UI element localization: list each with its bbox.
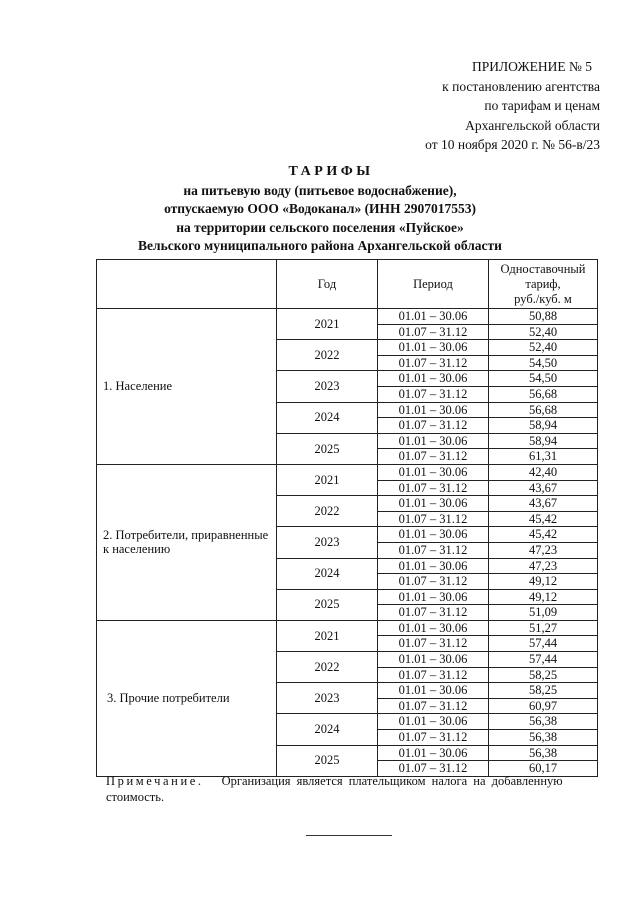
period-cell: 01.01 – 30.06 [378, 620, 489, 636]
header-year: Год [277, 260, 378, 309]
title-main: ТАРИФЫ [288, 164, 374, 179]
tariff-value-cell: 47,23 [489, 542, 598, 558]
title-line: Вельского муниципального района Архангельской области [138, 238, 502, 254]
table-row [97, 464, 598, 480]
tariff-value-cell: 58,25 [489, 667, 598, 683]
tariff-value-cell: 61,31 [489, 449, 598, 465]
appendix-line: по тарифам и ценам [484, 98, 600, 113]
period-cell: 01.01 – 30.06 [378, 589, 489, 605]
period-cell: 01.07 – 31.12 [378, 386, 489, 402]
note-text: Организация является плательщиком налога на добавленную стоимость. [106, 774, 563, 804]
tariff-value-cell: 60,97 [489, 698, 598, 714]
tariff-value-cell: 54,50 [489, 371, 598, 387]
period-cell: 01.07 – 31.12 [378, 730, 489, 746]
period-cell: 01.01 – 30.06 [378, 745, 489, 761]
period-cell: 01.01 – 30.06 [378, 496, 489, 512]
year-cell: 2023 [277, 527, 378, 558]
year-cell: 2025 [277, 745, 378, 776]
note [106, 773, 600, 805]
year-cell: 2021 [277, 620, 378, 651]
period-cell: 01.01 – 30.06 [378, 527, 489, 543]
period-cell: 01.07 – 31.12 [378, 761, 489, 777]
tariff-value-cell: 60,17 [489, 761, 598, 777]
tariff-value-cell: 58,94 [489, 418, 598, 434]
tariff-value-cell: 57,44 [489, 652, 598, 668]
period-cell: 01.01 – 30.06 [378, 714, 489, 730]
period-cell: 01.01 – 30.06 [378, 340, 489, 356]
appendix-line: от 10 ноября 2020 г. № 56-в/23 [425, 137, 600, 152]
period-cell: 01.01 – 30.06 [378, 371, 489, 387]
period-cell: 01.07 – 31.12 [378, 418, 489, 434]
tariff-value-cell: 56,38 [489, 745, 598, 761]
tariff-value-cell: 47,23 [489, 558, 598, 574]
tariff-value-cell: 43,67 [489, 496, 598, 512]
tariff-value-cell: 56,38 [489, 714, 598, 730]
tariff-value-cell: 56,68 [489, 386, 598, 402]
year-cell: 2021 [277, 464, 378, 495]
period-cell: 01.07 – 31.12 [378, 511, 489, 527]
tariff-value-cell: 56,38 [489, 730, 598, 746]
period-cell: 01.07 – 31.12 [378, 574, 489, 590]
period-cell: 01.01 – 30.06 [378, 558, 489, 574]
category-cell: 3. Прочие потребители [97, 620, 277, 776]
year-cell: 2022 [277, 652, 378, 683]
period-cell: 01.01 – 30.06 [378, 652, 489, 668]
table-row [97, 309, 598, 325]
tariff-value-cell: 49,12 [489, 574, 598, 590]
title-line: на территории сельского поселения «Пуйское» [176, 219, 464, 235]
tariff-value-cell: 56,68 [489, 402, 598, 418]
title-line: на питьевую воду (питьевое водоснабжение), [183, 182, 457, 198]
tariff-value-cell: 49,12 [489, 589, 598, 605]
appendix-block [425, 57, 600, 155]
appendix-heading: ПРИЛОЖЕНИЕ № 5 [471, 59, 592, 74]
period-cell: 01.01 – 30.06 [378, 433, 489, 449]
tariffs-table [96, 259, 598, 777]
period-cell: 01.01 – 30.06 [378, 309, 489, 325]
year-cell: 2024 [277, 714, 378, 745]
period-cell: 01.07 – 31.12 [378, 667, 489, 683]
tariff-value-cell: 43,67 [489, 480, 598, 496]
header-category [97, 260, 277, 309]
year-cell: 2025 [277, 589, 378, 620]
header-tariff-line: Одноставочный [500, 261, 586, 276]
period-cell: 01.01 – 30.06 [378, 464, 489, 480]
tariff-value-cell: 50,88 [489, 309, 598, 325]
table-body [97, 309, 598, 777]
tariff-value-cell: 52,40 [489, 340, 598, 356]
period-cell: 01.07 – 31.12 [378, 542, 489, 558]
category-cell: 1. Население [97, 309, 277, 465]
header-tariff-line: тариф, [525, 276, 561, 291]
title-line: отпускаемую ООО «Водоканал» (ИНН 2907017553) [164, 201, 476, 217]
year-cell: 2025 [277, 433, 378, 464]
period-cell: 01.07 – 31.12 [378, 449, 489, 465]
year-cell: 2022 [277, 496, 378, 527]
table-header-row [97, 260, 598, 309]
closing-rule [306, 835, 392, 836]
tariff-value-cell: 54,50 [489, 355, 598, 371]
tariff-value-cell: 42,40 [489, 464, 598, 480]
year-cell: 2023 [277, 683, 378, 714]
table-row [97, 620, 598, 636]
period-cell: 01.07 – 31.12 [378, 355, 489, 371]
header-period: Период [378, 260, 489, 309]
year-cell: 2023 [277, 371, 378, 402]
period-cell: 01.07 – 31.12 [378, 636, 489, 652]
note-label: Примечание. [106, 774, 204, 788]
document-title [0, 163, 640, 256]
tariff-value-cell: 45,42 [489, 511, 598, 527]
tariff-value-cell: 51,27 [489, 620, 598, 636]
period-cell: 01.07 – 31.12 [378, 324, 489, 340]
tariff-value-cell: 45,42 [489, 527, 598, 543]
tariff-value-cell: 52,40 [489, 324, 598, 340]
tariff-value-cell: 57,44 [489, 636, 598, 652]
period-cell: 01.07 – 31.12 [378, 605, 489, 621]
year-cell: 2024 [277, 402, 378, 433]
tariff-value-cell: 58,25 [489, 683, 598, 699]
year-cell: 2022 [277, 340, 378, 371]
category-cell: 2. Потребители, приравненные к населению [97, 464, 277, 620]
year-cell: 2024 [277, 558, 378, 589]
header-tariff-line: руб./куб. м [514, 291, 572, 306]
tariff-value-cell: 58,94 [489, 433, 598, 449]
period-cell: 01.01 – 30.06 [378, 683, 489, 699]
period-cell: 01.01 – 30.06 [378, 402, 489, 418]
period-cell: 01.07 – 31.12 [378, 698, 489, 714]
header-tariff [489, 260, 598, 309]
period-cell: 01.07 – 31.12 [378, 480, 489, 496]
appendix-line: Архангельской области [465, 117, 600, 133]
year-cell: 2021 [277, 309, 378, 340]
appendix-line: к постановлению агентства [442, 78, 600, 94]
tariff-value-cell: 51,09 [489, 605, 598, 621]
